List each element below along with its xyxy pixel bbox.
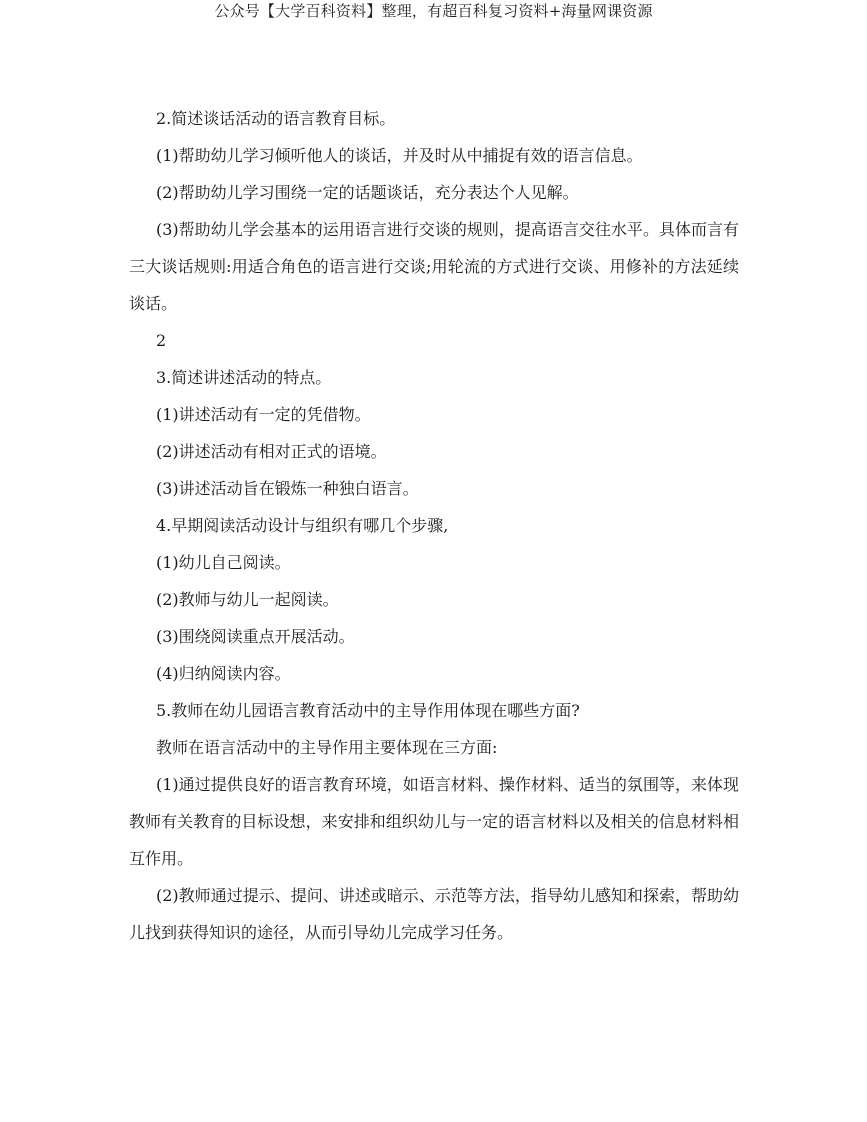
answer-3-item-3: (3)讲述活动旨在锻炼一种独白语言。 <box>156 479 419 498</box>
answer-4-item-3: (3)围绕阅读重点开展活动。 <box>156 627 355 646</box>
answer-2-item-2: (2)帮助幼儿学习围绕一定的话题谈话，充分表达个人见解。 <box>156 183 579 202</box>
page-number: 2 <box>156 331 167 350</box>
answer-4-item-4: (4)归纳阅读内容。 <box>156 664 291 683</box>
answer-3-item-2: (2)讲述活动有相对正式的语境。 <box>156 442 387 461</box>
question-5-heading: 5.教师在幼儿园语言教育活动中的主导作用体现在哪些方面? <box>156 701 580 720</box>
question-4-heading: 4.早期阅读活动设计与组织有哪几个步骤, <box>156 516 449 535</box>
answer-5-intro: 教师在语言活动中的主导作用主要体现在三方面: <box>156 738 498 757</box>
question-3-heading: 3.简述讲述活动的特点。 <box>156 368 332 387</box>
document-body <box>129 100 739 951</box>
answer-2-item-1: (1)帮助幼儿学习倾听他人的谈话，并及时从中捕捉有效的语言信息。 <box>156 146 643 165</box>
question-2-heading: 2.简述谈话活动的语言教育目标。 <box>156 109 396 128</box>
answer-5-item-2: (2)教师通过提示、提问、讲述或暗示、示范等方法，指导幼儿感知和探索，帮助幼儿找到获得知识的途径，从而引导幼儿完成学习任务。 <box>129 886 739 942</box>
answer-3-item-1: (1)讲述活动有一定的凭借物。 <box>156 405 371 424</box>
answer-5-item-1: (1)通过提供良好的语言教育环境，如语言材料、操作材料、适当的氛围等，来体现教师有关教育的目标设想，来安排和组织幼儿与一定的语言材料以及相关的信息材料相互作用。 <box>129 775 739 868</box>
page-header: 公众号【大学百科资料】整理，有超百科复习资料+海量网课资源 <box>214 2 653 20</box>
answer-4-item-2: (2)教师与幼儿一起阅读。 <box>156 590 339 609</box>
answer-2-item-3: (3)帮助幼儿学会基本的运用语言进行交谈的规则，提高语言交往水平。具体而言有三大谈话规则:用适合角色的语言进行交谈;用轮流的方式进行交谈、用修补的方法延续谈话。 <box>129 220 739 313</box>
answer-4-item-1: (1)幼儿自己阅读。 <box>156 553 291 572</box>
